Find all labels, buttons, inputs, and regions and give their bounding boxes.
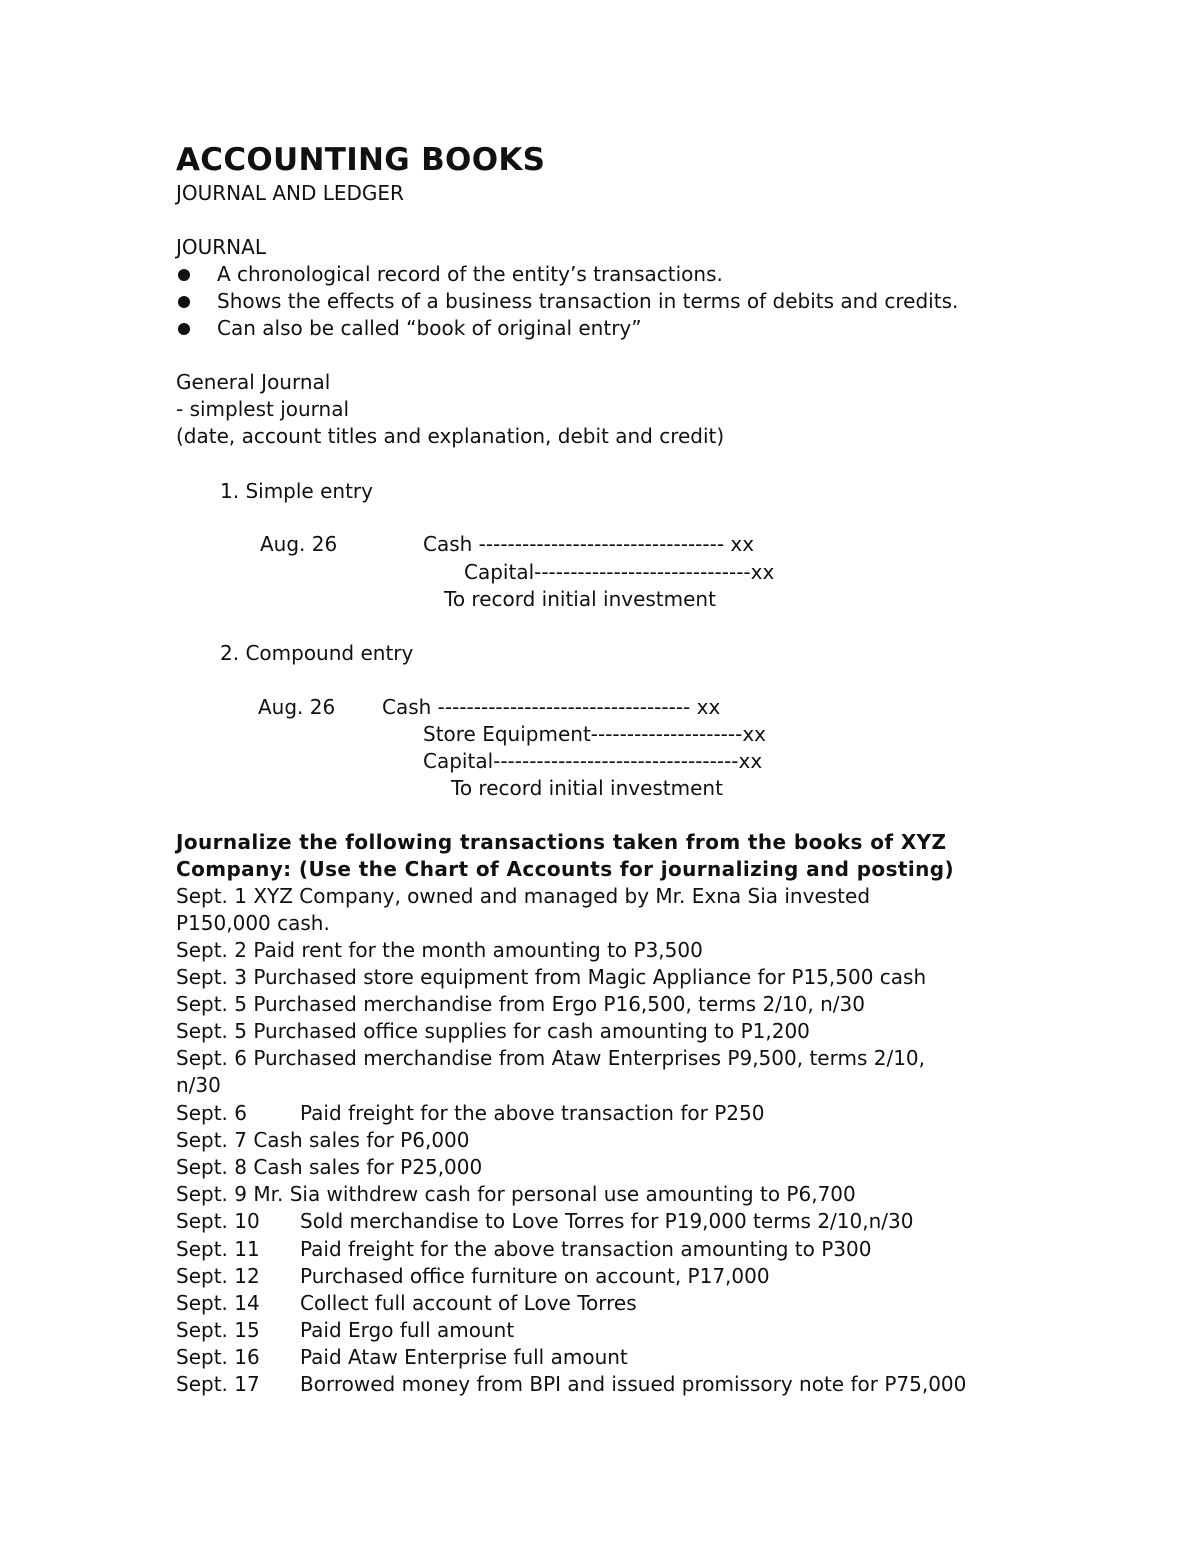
- transaction-text: Paid Ataw Enterprise full amount: [300, 1345, 628, 1369]
- simple-entry-explanation: To record initial investment: [444, 587, 716, 611]
- exercise-instruction-2: Company: (Use the Chart of Accounts for journalizing and posting): [176, 857, 954, 881]
- compound-entry-explanation: To record initial investment: [451, 776, 723, 800]
- transaction-line: Sept. 3 Purchased store equipment from Magic Appliance for P15,500 cash: [176, 965, 927, 989]
- transaction-date: Sept. 14: [176, 1291, 260, 1315]
- compound-entry-credit-1: Store Equipment---------------------xx: [423, 722, 767, 746]
- general-journal-line-2: (date, account titles and explanation, debit and credit): [176, 424, 725, 448]
- transaction-text: Collect full account of Love Torres: [300, 1291, 637, 1315]
- transaction-date: Sept. 10: [176, 1209, 260, 1233]
- transaction-line: Sept. 5 Purchased merchandise from Ergo P16,500, terms 2/10, n/30: [176, 992, 865, 1016]
- journal-bullet-1: A chronological record of the entity’s transactions.: [217, 262, 723, 286]
- simple-entry-heading: 1. Simple entry: [220, 479, 373, 503]
- transaction-text: Borrowed money from BPI and issued promissory note for P75,000: [300, 1372, 967, 1396]
- journal-bullet-3: Can also be called “book of original entry”: [217, 316, 642, 340]
- exercise-instruction-1: Journalize the following transactions taken from the books of XYZ: [176, 830, 947, 854]
- transaction-text: Paid Ergo full amount: [300, 1318, 515, 1342]
- transaction-line: Sept. 7 Cash sales for P6,000: [176, 1128, 470, 1152]
- compound-entry-debit: Cash ----------------------------------- xx: [382, 695, 721, 719]
- transaction-date: Sept. 16: [176, 1345, 260, 1369]
- compound-entry-credit-2: Capital----------------------------------xx: [423, 749, 763, 773]
- transaction-line: Sept. 2 Paid rent for the month amounting to P3,500: [176, 938, 703, 962]
- transaction-line: P150,000 cash.: [176, 911, 330, 935]
- bullet-icon: [178, 296, 190, 308]
- simple-entry-date: Aug. 26: [260, 532, 338, 556]
- transaction-line: n/30: [176, 1073, 221, 1097]
- simple-entry-credit: Capital------------------------------xx: [464, 560, 775, 584]
- page-subtitle: JOURNAL AND LEDGER: [176, 181, 404, 205]
- bullet-icon: [178, 323, 190, 335]
- bullet-icon: [178, 269, 190, 281]
- transaction-date: Sept. 12: [176, 1264, 260, 1288]
- journal-heading: JOURNAL: [176, 235, 266, 259]
- transaction-text: Paid freight for the above transaction amounting to P300: [300, 1237, 872, 1261]
- compound-entry-date: Aug. 26: [258, 695, 336, 719]
- compound-entry-heading: 2. Compound entry: [220, 641, 414, 665]
- journal-bullet-2: Shows the effects of a business transaction in terms of debits and credits.: [217, 289, 959, 313]
- transaction-line: Sept. 1 XYZ Company, owned and managed by Mr. Exna Sia invested: [176, 884, 871, 908]
- simple-entry-debit: Cash ---------------------------------- xx: [423, 532, 755, 556]
- transaction-text: Purchased office furniture on account, P17,000: [300, 1264, 770, 1288]
- transaction-line: Sept. 5 Purchased office supplies for cash amounting to P1,200: [176, 1019, 810, 1043]
- transaction-line: Sept. 8 Cash sales for P25,000: [176, 1155, 483, 1179]
- page-title: ACCOUNTING BOOKS: [176, 142, 546, 178]
- transaction-date: Sept. 15: [176, 1318, 260, 1342]
- transaction-text: Paid freight for the above transaction for P250: [300, 1101, 765, 1125]
- transaction-date: Sept. 6: [176, 1101, 247, 1125]
- transaction-text: Sold merchandise to Love Torres for P19,000 terms 2/10,n/30: [300, 1209, 914, 1233]
- transaction-date: Sept. 11: [176, 1237, 260, 1261]
- transaction-line: Sept. 9 Mr. Sia withdrew cash for personal use amounting to P6,700: [176, 1182, 856, 1206]
- general-journal-line-1: - simplest journal: [176, 397, 350, 421]
- transaction-line: Sept. 6 Purchased merchandise from Ataw Enterprises P9,500, terms 2/10,: [176, 1046, 925, 1070]
- transaction-date: Sept. 17: [176, 1372, 260, 1396]
- general-journal-heading: General Journal: [176, 370, 331, 394]
